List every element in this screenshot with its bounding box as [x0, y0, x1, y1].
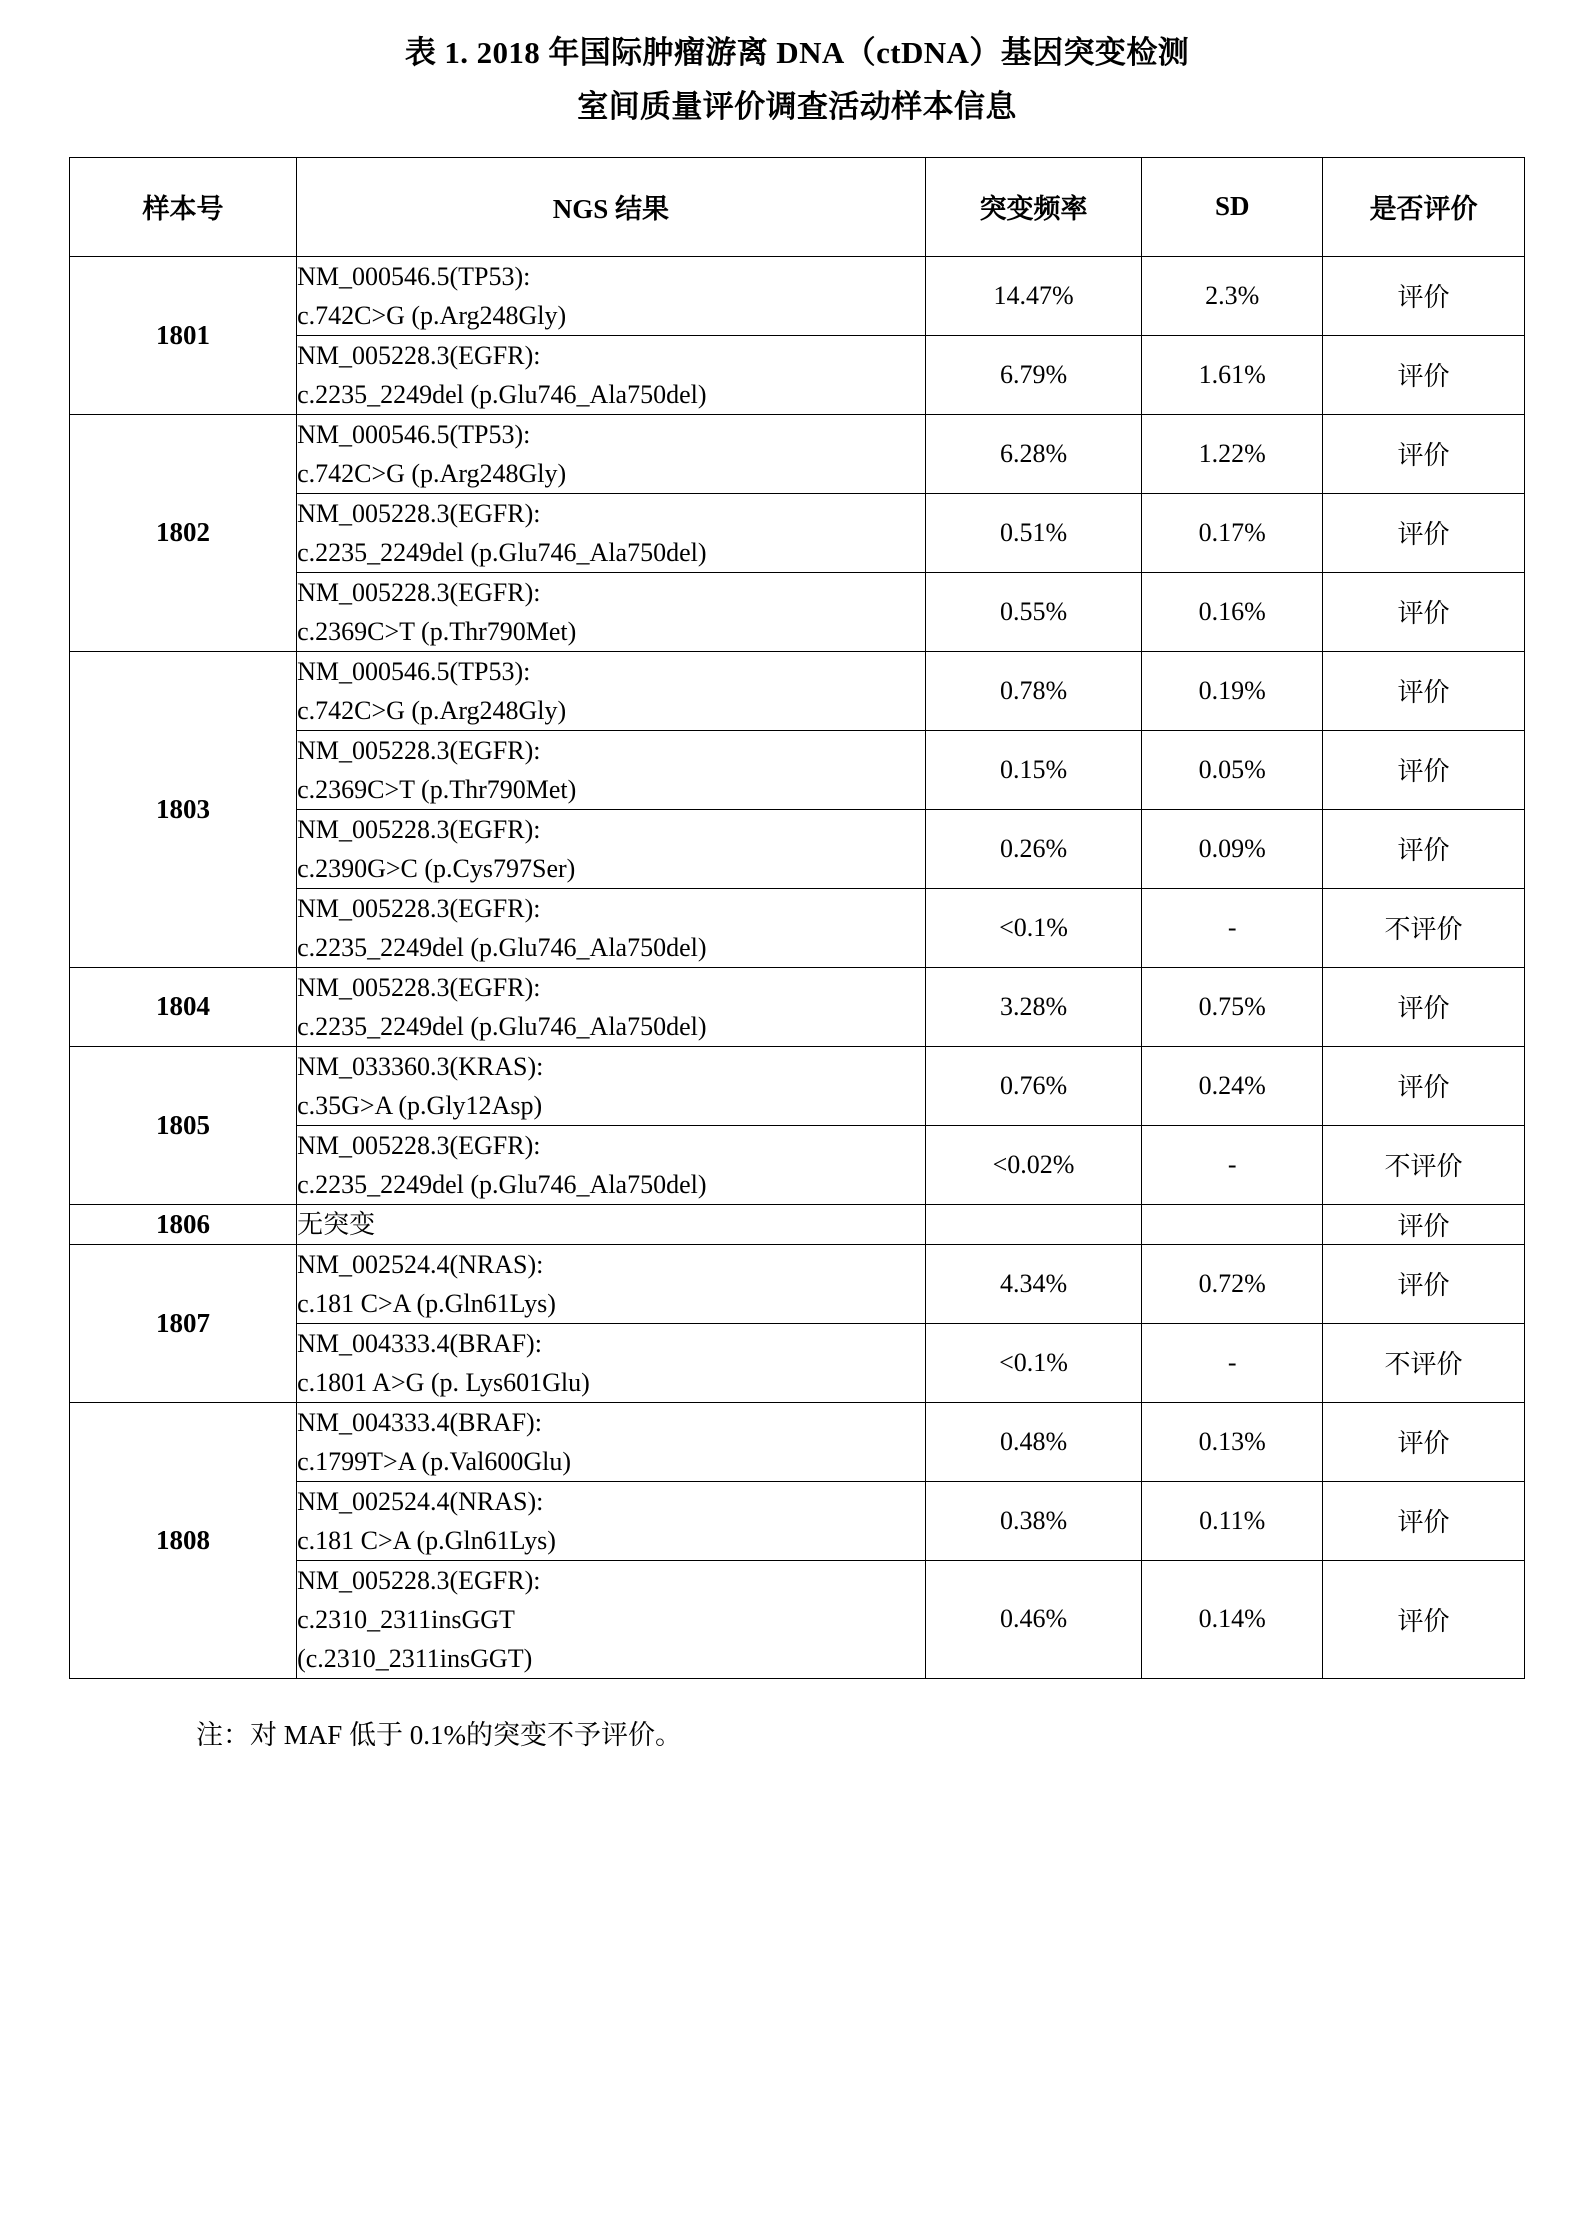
sd-cell: 0.05% [1142, 730, 1323, 809]
mutation-frequency-cell: 0.51% [925, 493, 1142, 572]
column-header-sample: 样本号 [70, 157, 297, 256]
ngs-result-line: c.742C>G (p.Arg248Gly) [297, 458, 567, 488]
ngs-result-line: NM_005228.3(EGFR): [297, 893, 541, 923]
ngs-result-line: NM_000546.5(TP53): [297, 261, 531, 291]
column-header-ngs-result: NGS 结果 [297, 157, 926, 256]
column-header-evaluated: 是否评价 [1323, 157, 1525, 256]
ngs-result-line: NM_002524.4(NRAS): [297, 1249, 544, 1279]
ngs-result-line: NM_000546.5(TP53): [297, 419, 531, 449]
table-row [70, 1204, 1525, 1244]
evaluation-status-cell: 不评价 [1323, 888, 1525, 967]
evaluation-status-cell: 评价 [1323, 335, 1525, 414]
sd-cell: 0.09% [1142, 809, 1323, 888]
table-row [70, 967, 1525, 1046]
table-title-line-1: 表 1. 2018 年国际肿瘤游离 DNA（ctDNA）基因突变检测 [404, 35, 1190, 70]
evaluation-status-cell: 评价 [1323, 967, 1525, 1046]
evaluation-status-cell: 评价 [1323, 1481, 1525, 1560]
mutation-frequency-cell: 3.28% [925, 967, 1142, 1046]
ngs-result-line: NM_005228.3(EGFR): [297, 814, 541, 844]
mutation-frequency-cell: <0.1% [925, 888, 1142, 967]
mutation-frequency-cell: <0.02% [925, 1125, 1142, 1204]
ngs-result-cell [297, 1046, 926, 1125]
table-row [70, 1244, 1525, 1323]
evaluation-status-cell: 评价 [1323, 414, 1525, 493]
sd-cell [1142, 1204, 1323, 1244]
table-row [70, 256, 1525, 335]
table-title [0, 0, 1594, 135]
table-row [70, 651, 1525, 730]
sample-information-table [69, 157, 1525, 1679]
ngs-result-cell [297, 730, 926, 809]
ngs-result-line: (c.2310_2311insGGT) [297, 1643, 533, 1673]
mutation-frequency-cell: 0.76% [925, 1046, 1142, 1125]
ngs-result-line: c.1799T>A (p.Val600Glu) [297, 1446, 571, 1476]
ngs-result-cell [297, 888, 926, 967]
mutation-frequency-cell: 0.38% [925, 1481, 1142, 1560]
ngs-result-line: c.35G>A (p.Gly12Asp) [297, 1090, 543, 1120]
table-title-line-2: 室间质量评价调查活动样本信息 [577, 89, 1017, 125]
evaluation-status-cell: 评价 [1323, 651, 1525, 730]
sample-id-cell: 1808 [70, 1402, 297, 1678]
sample-id-cell: 1804 [70, 967, 297, 1046]
mutation-frequency-cell: 0.48% [925, 1402, 1142, 1481]
evaluation-status-cell: 评价 [1323, 730, 1525, 809]
column-header-mutation-frequency: 突变频率 [925, 157, 1142, 256]
ngs-result-line: c.742C>G (p.Arg248Gly) [297, 695, 567, 725]
ngs-result-line: NM_033360.3(KRAS): [297, 1051, 544, 1081]
sample-id-cell: 1807 [70, 1244, 297, 1402]
mutation-frequency-cell: 6.28% [925, 414, 1142, 493]
mutation-frequency-cell: <0.1% [925, 1323, 1142, 1402]
ngs-result-cell [297, 256, 926, 335]
ngs-result-line: c.2235_2249del (p.Glu746_Ala750del) [297, 1011, 707, 1041]
sample-id-cell: 1801 [70, 256, 297, 414]
sd-cell: 1.61% [1142, 335, 1323, 414]
sd-cell: 1.22% [1142, 414, 1323, 493]
ngs-result-line: NM_005228.3(EGFR): [297, 340, 541, 370]
sd-cell: 0.75% [1142, 967, 1323, 1046]
table-header [70, 157, 1525, 256]
sd-cell: - [1142, 888, 1323, 967]
table-container [69, 157, 1525, 1679]
mutation-frequency-cell: 14.47% [925, 256, 1142, 335]
sample-id-cell: 1806 [70, 1204, 297, 1244]
ngs-result-line: NM_005228.3(EGFR): [297, 498, 541, 528]
evaluation-status-cell: 评价 [1323, 1046, 1525, 1125]
table-row [70, 1046, 1525, 1125]
ngs-result-line: NM_004333.4(BRAF): [297, 1407, 542, 1437]
table-body [70, 256, 1525, 1678]
ngs-result-cell [297, 1125, 926, 1204]
sample-id-cell: 1805 [70, 1046, 297, 1204]
ngs-result-cell [297, 1204, 926, 1244]
ngs-result-line: NM_002524.4(NRAS): [297, 1486, 544, 1516]
ngs-result-cell [297, 1323, 926, 1402]
column-header-sd: SD [1142, 157, 1323, 256]
mutation-frequency-cell: 6.79% [925, 335, 1142, 414]
ngs-result-line: c.742C>G (p.Arg248Gly) [297, 300, 567, 330]
sd-cell: 0.19% [1142, 651, 1323, 730]
sd-cell: 0.13% [1142, 1402, 1323, 1481]
ngs-result-line: c.1801 A>G (p. Lys601Glu) [297, 1367, 590, 1397]
sample-id-cell: 1803 [70, 651, 297, 967]
evaluation-status-cell: 评价 [1323, 1402, 1525, 1481]
sample-id-cell: 1802 [70, 414, 297, 651]
ngs-result-cell [297, 651, 926, 730]
ngs-result-cell [297, 967, 926, 1046]
mutation-frequency-cell: 0.55% [925, 572, 1142, 651]
ngs-result-line: c.181 C>A (p.Gln61Lys) [297, 1288, 556, 1318]
ngs-result-line: NM_005228.3(EGFR): [297, 735, 541, 765]
mutation-frequency-cell: 0.26% [925, 809, 1142, 888]
ngs-result-line: c.2390G>C (p.Cys797Ser) [297, 853, 576, 883]
sd-cell: 0.17% [1142, 493, 1323, 572]
mutation-frequency-cell [925, 1204, 1142, 1244]
ngs-result-cell [297, 493, 926, 572]
sd-cell: 0.72% [1142, 1244, 1323, 1323]
table-row [70, 414, 1525, 493]
table-header-row [70, 157, 1525, 256]
ngs-result-cell [297, 1560, 926, 1678]
ngs-result-line: 无突变 [297, 1209, 376, 1239]
evaluation-status-cell: 评价 [1323, 809, 1525, 888]
table-footnote: 注：对 MAF 低于 0.1%的突变不予评价。 [196, 1719, 683, 1750]
evaluation-status-cell: 评价 [1323, 256, 1525, 335]
ngs-result-cell [297, 1402, 926, 1481]
ngs-result-line: NM_005228.3(EGFR): [297, 1130, 541, 1160]
sd-cell: 2.3% [1142, 256, 1323, 335]
evaluation-status-cell: 评价 [1323, 1204, 1525, 1244]
ngs-result-cell [297, 1244, 926, 1323]
ngs-result-line: c.2235_2249del (p.Glu746_Ala750del) [297, 537, 707, 567]
ngs-result-cell [297, 335, 926, 414]
ngs-result-line: c.2310_2311insGGT [297, 1604, 515, 1634]
evaluation-status-cell: 不评价 [1323, 1323, 1525, 1402]
ngs-result-cell [297, 809, 926, 888]
ngs-result-line: NM_005228.3(EGFR): [297, 972, 541, 1002]
ngs-result-line: c.2235_2249del (p.Glu746_Ala750del) [297, 1169, 707, 1199]
sd-cell: 0.24% [1142, 1046, 1323, 1125]
mutation-frequency-cell: 0.15% [925, 730, 1142, 809]
ngs-result-line: NM_005228.3(EGFR): [297, 577, 541, 607]
ngs-result-cell [297, 414, 926, 493]
evaluation-status-cell: 不评价 [1323, 1125, 1525, 1204]
ngs-result-line: c.2369C>T (p.Thr790Met) [297, 616, 577, 646]
sd-cell: 0.11% [1142, 1481, 1323, 1560]
ngs-result-line: c.2235_2249del (p.Glu746_Ala750del) [297, 379, 707, 409]
evaluation-status-cell: 评价 [1323, 1244, 1525, 1323]
mutation-frequency-cell: 4.34% [925, 1244, 1142, 1323]
ngs-result-line: c.181 C>A (p.Gln61Lys) [297, 1525, 556, 1555]
ngs-result-line: NM_004333.4(BRAF): [297, 1328, 542, 1358]
table-row [70, 1402, 1525, 1481]
mutation-frequency-cell: 0.46% [925, 1560, 1142, 1678]
sd-cell: - [1142, 1125, 1323, 1204]
sd-cell: - [1142, 1323, 1323, 1402]
mutation-frequency-cell: 0.78% [925, 651, 1142, 730]
ngs-result-line: c.2369C>T (p.Thr790Met) [297, 774, 577, 804]
ngs-result-line: c.2235_2249del (p.Glu746_Ala750del) [297, 932, 707, 962]
evaluation-status-cell: 评价 [1323, 1560, 1525, 1678]
ngs-result-line: NM_000546.5(TP53): [297, 656, 531, 686]
ngs-result-cell [297, 572, 926, 651]
sd-cell: 0.16% [1142, 572, 1323, 651]
ngs-result-line: NM_005228.3(EGFR): [297, 1565, 541, 1595]
ngs-result-cell [297, 1481, 926, 1560]
evaluation-status-cell: 评价 [1323, 572, 1525, 651]
evaluation-status-cell: 评价 [1323, 493, 1525, 572]
sd-cell: 0.14% [1142, 1560, 1323, 1678]
